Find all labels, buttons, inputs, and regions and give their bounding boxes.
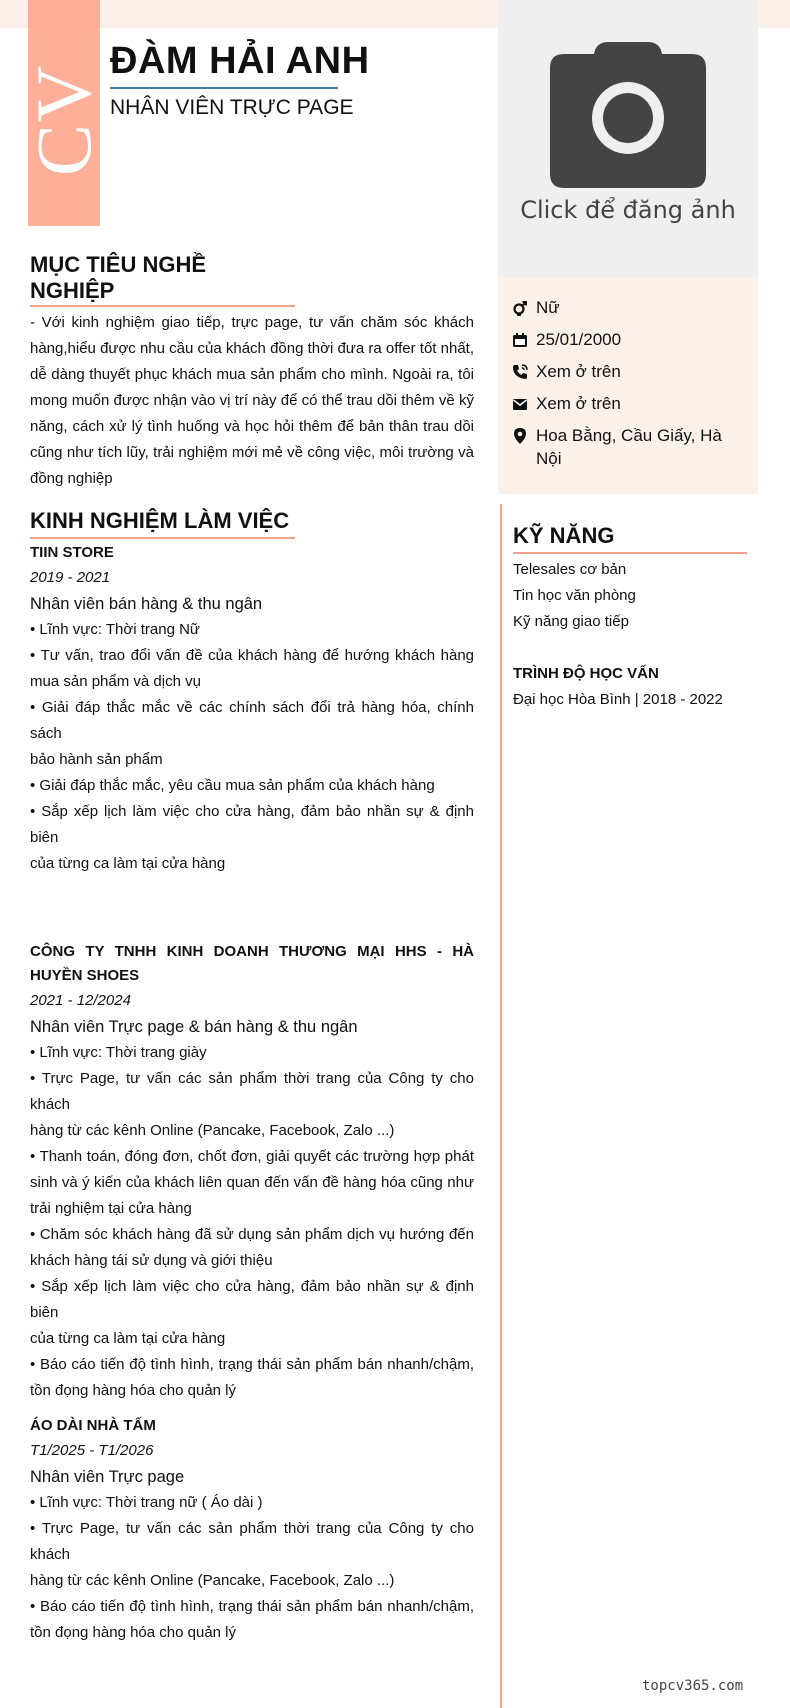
job-detail-line: • Sắp xếp lịch làm việc cho cửa hàng, đảm bảo nhần sự & định biên — [30, 803, 474, 846]
gender-value: Nữ — [536, 298, 560, 317]
skills-title: KỸ NĂNG — [513, 523, 615, 548]
job-detail-line: • Báo cáo tiến độ tình hình, trạng thái sản phẩm bán nhanh/chậm, tồn đọng hàng hóa cho quản lý — [30, 1356, 474, 1399]
job-period: 2021 - 12/2024 — [30, 992, 131, 1009]
gender-icon — [512, 296, 530, 319]
phone-icon — [512, 360, 530, 383]
job-detail-line: hàng từ các kênh Online (Pancake, Facebook, Zalo ...) — [30, 1572, 395, 1589]
education-title: TRÌNH ĐỘ HỌC VẤN — [513, 665, 659, 682]
job-entry — [30, 541, 474, 877]
experience-title: KINH NGHIỆM LÀM VIỆC — [30, 508, 290, 533]
cv-side-bar — [20, 0, 107, 226]
envelope-icon — [512, 392, 530, 415]
job-detail-line: • Trực Page, tư vấn các sản phẩm thời trang của Công ty cho khách — [30, 1070, 474, 1113]
objective-text: - Với kinh nghiệm giao tiếp, trực page, tư vấn chăm sóc khách hàng,hiểu được nhu cầu của khách đồng thời đưa ra offer tốt nhất, dễ dàng thuyết phục khách mua sản phẩm cho mình. Ngoài ra, tôi mong muốn được nhận vào vị trí này để có thể trau dồi thêm về kỹ năng, cách xử lý tình huống và học hỏi thêm để bản thân trau dồi cũng như tích lũy, trải nghiệm mới mẻ về công việc, môi trường và đồng nghiệp — [30, 314, 474, 487]
skills-rule — [513, 552, 747, 554]
job-detail-line: • Lĩnh vực: Thời trang nữ ( Áo dài ) — [30, 1494, 263, 1511]
column-divider — [500, 504, 502, 1708]
job-detail-line: • Giải đáp thắc mắc, yêu cầu mua sản phẩm của khách hàng — [30, 777, 435, 794]
job-title: NHÂN VIÊN TRỰC PAGE — [110, 96, 354, 119]
skill-item: Tin học văn phòng — [513, 587, 636, 604]
skill-item: Telesales cơ bản — [513, 561, 627, 578]
job-position: Nhân viên Trực page & bán hàng & thu ngân — [30, 1018, 358, 1036]
photo-upload[interactable] — [498, 0, 758, 278]
job-detail-line: • Chăm sóc khách hàng đã sử dụng sản phẩm dịch vụ hướng đến khách hàng tái sử dụng và giới thiệu — [30, 1226, 474, 1269]
footer-watermark: topcv365.com — [642, 1678, 744, 1694]
location-pin-icon — [512, 424, 530, 447]
contact-gender — [512, 296, 748, 319]
job-detail-line: • Lĩnh vực: Thời trang Nữ — [30, 621, 200, 638]
objective-title: MỤC TIÊU NGHỀ NGHIỆP — [30, 252, 206, 303]
job-detail-line: • Thanh toán, đóng đơn, chốt đơn, giải quyết các trường hợp phát sinh và ý kiến của khách liên quan đến vấn đề hàng hóa cũng như trải nghiệm tại cửa hàng — [30, 1148, 474, 1217]
calendar-icon — [512, 328, 530, 351]
job-company: CÔNG TY TNHH KINH DOANH THƯƠNG MẠI HHS - HÀ HUYỀN SHOES — [30, 943, 474, 984]
education-line: Đại học Hòa Bình | 2018 - 2022 — [513, 691, 723, 708]
candidate-name: ĐÀM HẢI ANH — [110, 40, 370, 82]
job-detail-line: hàng từ các kênh Online (Pancake, Facebook, Zalo ...) — [30, 1122, 395, 1139]
skills-list — [513, 557, 636, 635]
skill-item: Kỹ năng giao tiếp — [513, 613, 629, 630]
job-position: Nhân viên Trực page — [30, 1468, 185, 1486]
job-detail-line: • Tư vấn, trao đổi vấn đề của khách hàng để hướng khách hàng mua sản phẩm và dịch vụ — [30, 647, 474, 690]
contact-list — [512, 296, 748, 479]
job-entry — [30, 1414, 474, 1646]
job-detail-line: bảo hành sản phẩm — [30, 751, 163, 768]
email-value: Xem ở trên — [536, 394, 621, 413]
job-period: 2019 - 2021 — [30, 569, 111, 586]
experience-rule — [30, 537, 295, 539]
job-detail-line: • Lĩnh vực: Thời trang giày — [30, 1044, 207, 1061]
job-position: Nhân viên bán hàng & thu ngân — [30, 595, 263, 613]
job-detail-line: của từng ca làm tại cửa hàng — [30, 1330, 226, 1347]
job-detail-line: • Giải đáp thắc mắc về các chính sách đổi trả hàng hóa, chính sách — [30, 699, 474, 742]
phone-value: Xem ở trên — [536, 362, 621, 381]
contact-phone — [512, 360, 748, 383]
job-company: TIIN STORE — [30, 544, 114, 561]
contact-dob — [512, 328, 748, 351]
objective-rule — [30, 305, 295, 307]
address-value: Hoa Bằng, Cầu Giấy, Hà Nội — [536, 426, 722, 468]
job-detail-line: • Trực Page, tư vấn các sản phẩm thời trang của Công ty cho khách — [30, 1520, 474, 1563]
job-company: ÁO DÀI NHÀ TẤM — [30, 1417, 156, 1434]
job-detail-line: • Sắp xếp lịch làm việc cho cửa hàng, đảm bảo nhần sự & định biên — [30, 1278, 474, 1321]
job-detail-line: • Báo cáo tiến độ tình hình, trạng thái sản phẩm bán nhanh/chậm, tồn đọng hàng hóa cho quản lý — [30, 1598, 474, 1641]
job-entry — [30, 940, 474, 1404]
job-detail-line: của từng ca làm tại cửa hàng — [30, 855, 226, 872]
camera-icon — [550, 40, 706, 188]
job-period: T1/2025 - T1/2026 — [30, 1442, 154, 1459]
contact-address — [512, 424, 748, 470]
dob-value: 25/01/2000 — [536, 330, 622, 349]
name-underline — [110, 87, 338, 89]
cv-mark: CV — [20, 63, 107, 177]
photo-upload-label: Click để đăng ảnh — [520, 196, 736, 224]
contact-email — [512, 392, 748, 415]
